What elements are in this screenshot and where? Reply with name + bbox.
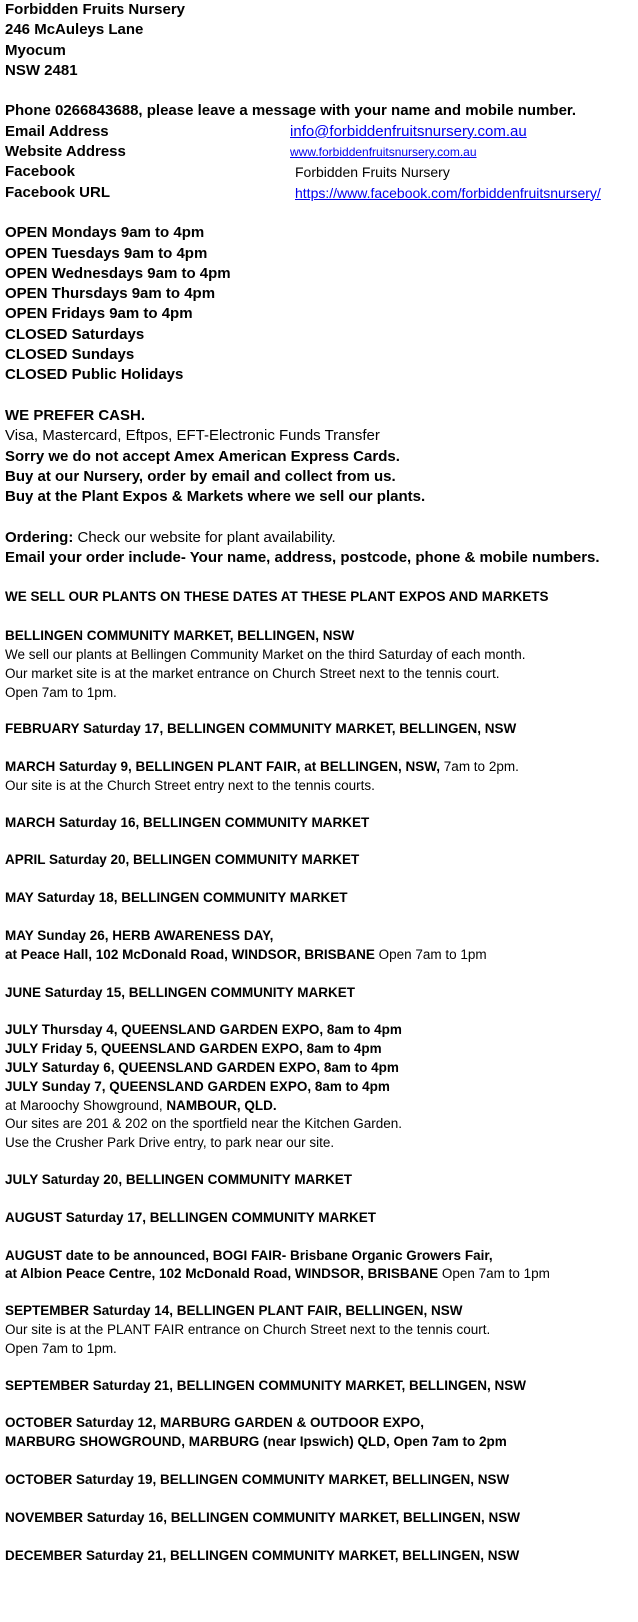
opening-hours [5,223,635,385]
contact-row-website [5,142,635,162]
contact-row-email [5,122,635,142]
email-link[interactable]: info@forbiddenfruitsnursery.com.au [290,122,527,140]
ordering-label: Ordering: [5,528,74,546]
contact-label: Email Address [5,122,109,140]
hours-item: OPEN Fridays 9am to 4pm [5,305,193,323]
hours-item: OPEN Wednesdays 9am to 4pm [5,264,231,282]
hours-item: OPEN Mondays 9am to 4pm [5,224,205,242]
event-location: at Peace Hall, 102 McDonald Road, WINDSOR, BRISBANE [5,946,375,962]
event-title: MAY Sunday 26, HERB AWARENESS DAY, [5,928,274,944]
facebook-name: Forbidden Fruits Nursery [295,164,450,181]
event-day: JULY Saturday 6, QUEENSLAND GARDEN EXPO, 8am to 4pm [5,1060,399,1076]
event-mar9 [5,758,635,796]
event-note: Open 7am to 1pm. [5,1340,117,1356]
event-title: SEPTEMBER Saturday 14, BELLINGEN PLANT FAIR, BELLINGEN, NSW [5,1303,463,1319]
event-sep21: SEPTEMBER Saturday 21, BELLINGEN COMMUNITY MARKET, BELLINGEN, NSW [5,1377,527,1393]
buy-at-nursery: Buy at our Nursery, order by email and collect from us. [5,467,396,485]
payment-methods: Visa, Mastercard, Eftpos, EFT-Electronic Funds Transfer [5,427,380,445]
event-may26 [5,927,635,965]
event-location: MARBURG SHOWGROUND, MARBURG (near Ipswich) QLD, Open 7am to 2pm [5,1434,507,1450]
contacts-table [5,122,635,203]
event-sep14 [5,1302,635,1358]
address-block [5,0,635,81]
ordering-text: Check our website for plant availability. [73,528,336,546]
event-location: at Maroochy Showground, [5,1097,167,1113]
ordering-line [5,528,635,548]
town: Myocum [5,41,66,59]
event-qld-garden-expo [5,1021,635,1153]
event-marburg-expo [5,1414,635,1452]
event-note: Our sites are 201 & 202 on the sportfield near the Kitchen Garden. [5,1116,402,1132]
contact-label: Website Address [5,143,126,161]
event-town: NAMBOUR, QLD. [166,1097,277,1113]
payment-block [5,406,635,507]
hours-item: OPEN Thursdays 9am to 4pm [5,285,216,303]
event-day: JULY Sunday 7, QUEENSLAND GARDEN EXPO, 8am to 4pm [5,1078,390,1094]
event-note: We sell our plants at Bellingen Community Market on the third Saturday of each month. [5,646,526,662]
event-jul20: JULY Saturday 20, BELLINGEN COMMUNITY MARKET [5,1172,353,1188]
event-time: Open 7am to 1pm [438,1266,550,1282]
hours-item: OPEN Tuesdays 9am to 4pm [5,244,208,262]
event-may18: MAY Saturday 18, BELLINGEN COMMUNITY MARKET [5,890,348,906]
event-note: Open 7am to 1pm. [5,684,117,700]
event-feb: FEBRUARY Saturday 17, BELLINGEN COMMUNITY MARKET, BELLINGEN, NSW [5,721,517,737]
event-day: JULY Friday 5, QUEENSLAND GARDEN EXPO, 8am to 4pm [5,1041,382,1057]
event-jun: JUNE Saturday 15, BELLINGEN COMMUNITY MARKET [5,984,356,1000]
event-nov16: NOVEMBER Saturday 16, BELLINGEN COMMUNITY MARKET, BELLINGEN, NSW [5,1509,521,1525]
hours-item: CLOSED Saturdays [5,325,145,343]
event-mar16: MARCH Saturday 16, BELLINGEN COMMUNITY MARKET [5,814,370,830]
event-apr: APRIL Saturday 20, BELLINGEN COMMUNITY MARKET [5,852,360,868]
hours-item: CLOSED Sundays [5,346,135,364]
contact-label: Facebook URL [5,183,111,201]
state-postcode: NSW 2481 [5,61,78,79]
website-link[interactable]: www.forbiddenfruitsnursery.com.au [290,145,477,160]
payment-heading: WE PREFER CASH. [5,406,146,424]
amex-notice: Sorry we do not accept Amex American Express Cards. [5,447,400,465]
contact-label: Facebook [5,163,76,181]
contact-row-facebook [5,162,635,182]
event-title: AUGUST date to be announced, BOGI FAIR- Brisbane Organic Growers Fair, [5,1247,493,1263]
event-title: OCTOBER Saturday 12, MARBURG GARDEN & OUTDOOR EXPO, [5,1415,425,1431]
event-note: Our site is at the Church Street entry next to the tennis courts. [5,777,375,793]
event-note: Use the Crusher Park Drive entry, to park near our site. [5,1135,335,1151]
event-time: 7am to 2pm. [440,759,519,775]
event-bogi-fair [5,1247,635,1285]
bellingen-intro [5,627,635,702]
nursery-info-document [5,0,635,1565]
events-heading: WE SELL OUR PLANTS ON THESE DATES AT THESE PLANT EXPOS AND MARKETS [5,589,549,605]
hours-item: CLOSED Public Holidays [5,366,184,384]
contact-row-facebook-url [5,183,635,203]
business-name: Forbidden Fruits Nursery [5,1,186,18]
event-aug17: AUGUST Saturday 17, BELLINGEN COMMUNITY MARKET [5,1209,377,1225]
facebook-url-link[interactable]: https://www.facebook.com/forbiddenfruitsnursery/ [295,184,601,201]
street-address: 246 McAuleys Lane [5,21,144,39]
ordering-block [5,528,635,569]
phone-line: Phone 0266843688, please leave a message with your name and mobile number. [5,102,577,120]
buy-at-expos: Buy at the Plant Expos & Markets where we sell our plants. [5,488,426,506]
event-title: BELLINGEN COMMUNITY MARKET, BELLINGEN, NSW [5,628,355,644]
event-note: Our site is at the PLANT FAIR entrance on Church Street next to the tennis court. [5,1322,491,1338]
event-note: Our market site is at the market entrance on Church Street next to the tennis court. [5,665,500,681]
event-title: MARCH Saturday 9, BELLINGEN PLANT FAIR, at BELLINGEN, NSW, [5,759,441,775]
event-time: Open 7am to 1pm [374,946,487,962]
event-oct19: OCTOBER Saturday 19, BELLINGEN COMMUNITY MARKET, BELLINGEN, NSW [5,1472,510,1488]
order-email-instructions: Email your order include- Your name, address, postcode, phone & mobile numbers. [5,549,600,567]
event-location: at Albion Peace Centre, 102 McDonald Road, WINDSOR, BRISBANE [5,1266,439,1282]
event-day: JULY Thursday 4, QUEENSLAND GARDEN EXPO, 8am to 4pm [5,1022,402,1038]
event-dec21: DECEMBER Saturday 21, BELLINGEN COMMUNITY MARKET, BELLINGEN, NSW [5,1547,520,1563]
